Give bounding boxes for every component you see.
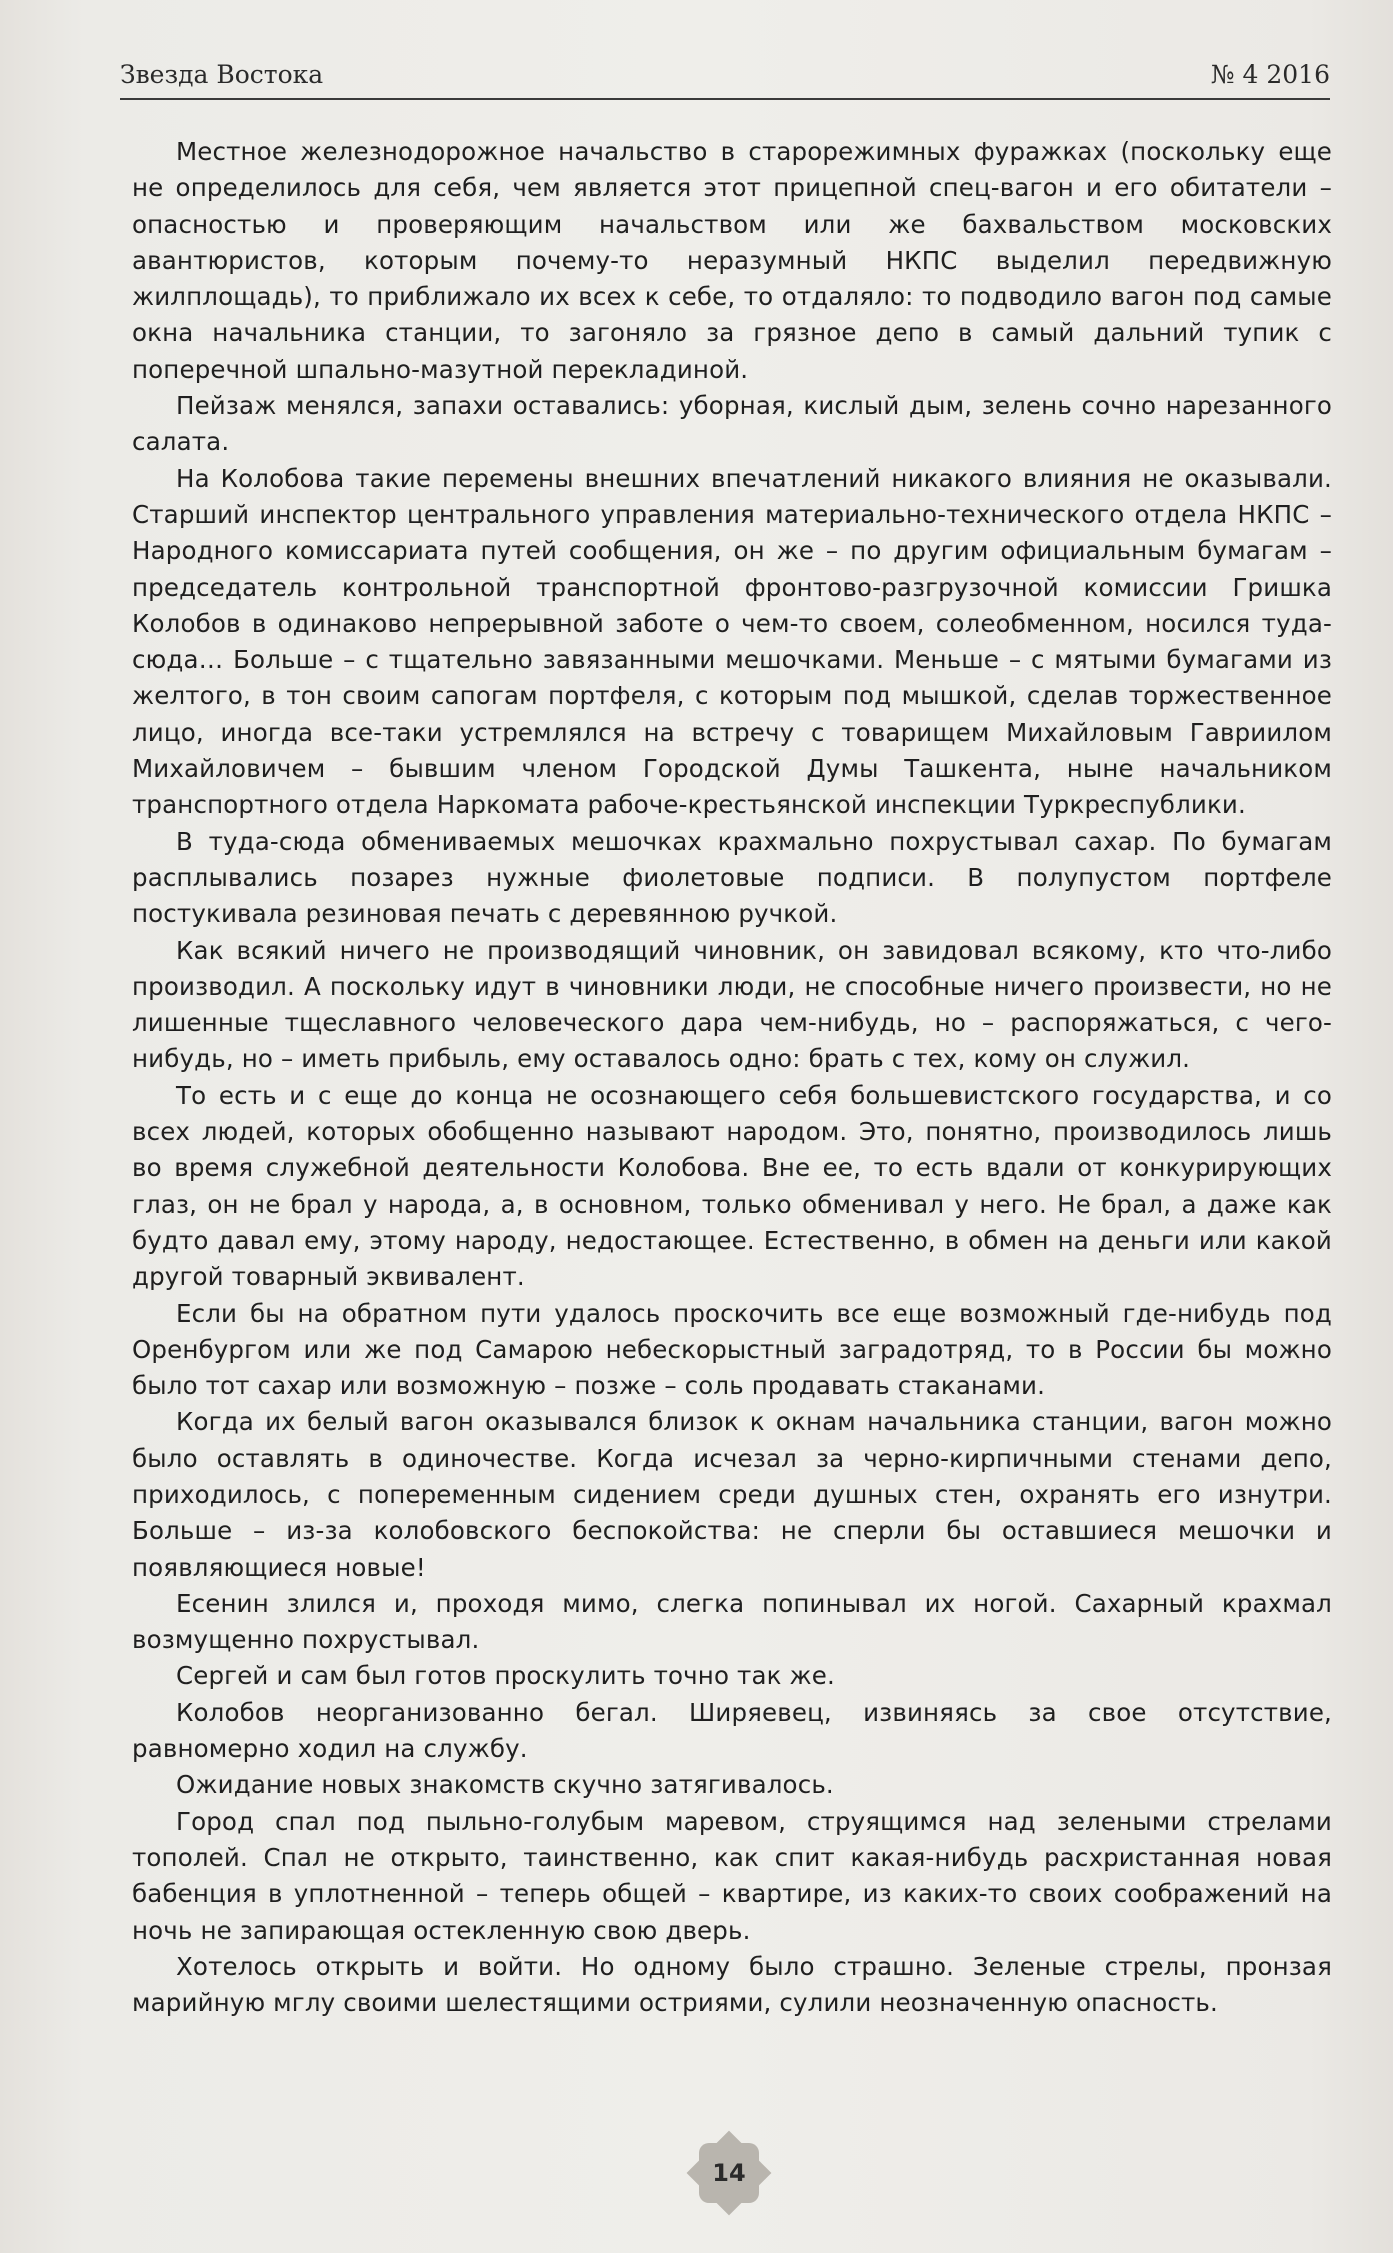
paragraph: То есть и с еще до конца не осознающего себя большевистского государства, и со всех людей, которых обобщенно называют народом. Это, понятно, производилось лишь во время служебной деятельности Колобова. Вне ее, то есть вдали от конкурирующих глаз, он не брал у народа, а, в основном, только обменивал у него. Не брал, а даже как будто давал ему, этому народу, недостающее. Естественно, в обмен на деньги или какой другой товарный эквивалент. (132, 1080, 1332, 1292)
paragraph: Есенин злился и, проходя мимо, слегка попинывал их ногой. Сахарный крахмал возмущенно похрустывал. (132, 1588, 1332, 1655)
paragraph: Ожидание новых знакомств скучно затягивалось. (176, 1770, 834, 1800)
journal-title: Звезда Востока (120, 60, 324, 89)
paragraph: Местное железнодорожное начальство в старорежимных фуражках (поскольку еще не определилось для себя, чем является этот прицепной спец-вагон и его обитатели – опасностью и проверяющим начальством или же бахвальством московских авантюристов, которым почему-то неразумный НКПС выделил передвижную жилплощадь), то приближало их всех к себе, то отдаляло: то подводило вагон под самые окна начальника станции, то загоняло за грязное депо в самый дальний тупик с поперечной шпально-мазутной перекладиной. (132, 137, 1332, 384)
paragraph: В туда-сюда обмениваемых мешочках крахмально похрустывал сахар. По бумагам расплывались позарез нужные фиолетовые подписи. В полупустом портфеле постукивала резиновая печать с деревянною ручкой. (132, 826, 1332, 929)
paragraph: Сергей и сам был готов проскулить точно так же. (176, 1661, 835, 1691)
paragraph: Город спал под пыльно-голубым маревом, струящимся над зелеными стрелами тополей. Спал не открыто, таинственно, как спит какая-нибудь расхристанная новая бабенция в уплотненной – теперь общей – квартире, из каких-то своих соображений на ночь не запирающая остекленную свою дверь. (132, 1806, 1332, 1945)
paragraph: На Колобова такие перемены внешних впечатлений никакого влияния не оказывали. Старший инспектор центрального управления материально-технического отдела НКПС – Народного комиссариата путей сообщения, он же – по другим официальным бумагам – председатель контрольной транспортной фронтово-разгрузочной комиссии Гришка Колобов в одинаково непрерывной заботе о чем-то своем, солеобменном, носился туда-сюда… Больше – с тщательно завязанными мешочками. Меньше – с мятыми бумагами из желтого, в тон своим сапогам портфеля, с которым под мышкой, сделав торжественное лицо, иногда все-таки устремлялся на встречу с товарищем Михайловым Гавриилом Михайловичем – бывшим членом Городской Думы Ташкента, ныне начальником транспортного отдела Наркомата рабоче-крестьянской инспекции Туркреспублики. (132, 463, 1332, 820)
page-number: 14 (712, 2159, 746, 2187)
paragraph: Колобов неорганизованно бегал. Ширяевец, извиняясь за свое отсутствие, равномерно ходил на службу. (132, 1697, 1332, 1764)
paragraph: Если бы на обратном пути удалось проскочить все еще возможный где-нибудь под Оренбургом или же под Самарою небескорыстный заградотряд, то в России бы можно было тот сахар или возможную – позже – соль продавать стаканами. (132, 1298, 1332, 1401)
paragraph: Как всякий ничего не производящий чиновник, он завидовал всякому, кто что-либо производил. А поскольку идут в чиновники люди, не способные ничего произвести, но не лишенные тщеславного человеческого дара чем-нибудь, но – распоряжаться, с чего-нибудь, но – иметь прибыль, ему оставалось одно: брать с тех, кому он служил. (132, 935, 1332, 1074)
paragraph: Хотелось открыть и войти. Но одному было страшно. Зеленые стрелы, пронзая марийную мглу своими шелестящими остриями, сулили неозначенную опасность. (132, 1951, 1332, 2018)
running-header (120, 58, 1330, 100)
article-body (132, 134, 1332, 2021)
page-number-badge (689, 2133, 769, 2213)
paragraph: Пейзаж менялся, запахи оставались: уборная, кислый дым, зелень сочно нарезанного салата. (132, 391, 1332, 457)
issue-number: № 4 2016 (1210, 60, 1330, 89)
paragraph: Когда их белый вагон оказывался близок к окнам начальника станции, вагон можно было оставлять в одиночестве. Когда исчезал за черно-кирпичными стенами депо, приходилось, с попеременным сидением среди душных стен, охранять его изнутри. Больше – из-за колобовского беспокойства: не сперли бы оставшиеся мешочки и появляющиеся новые! (132, 1407, 1332, 1582)
